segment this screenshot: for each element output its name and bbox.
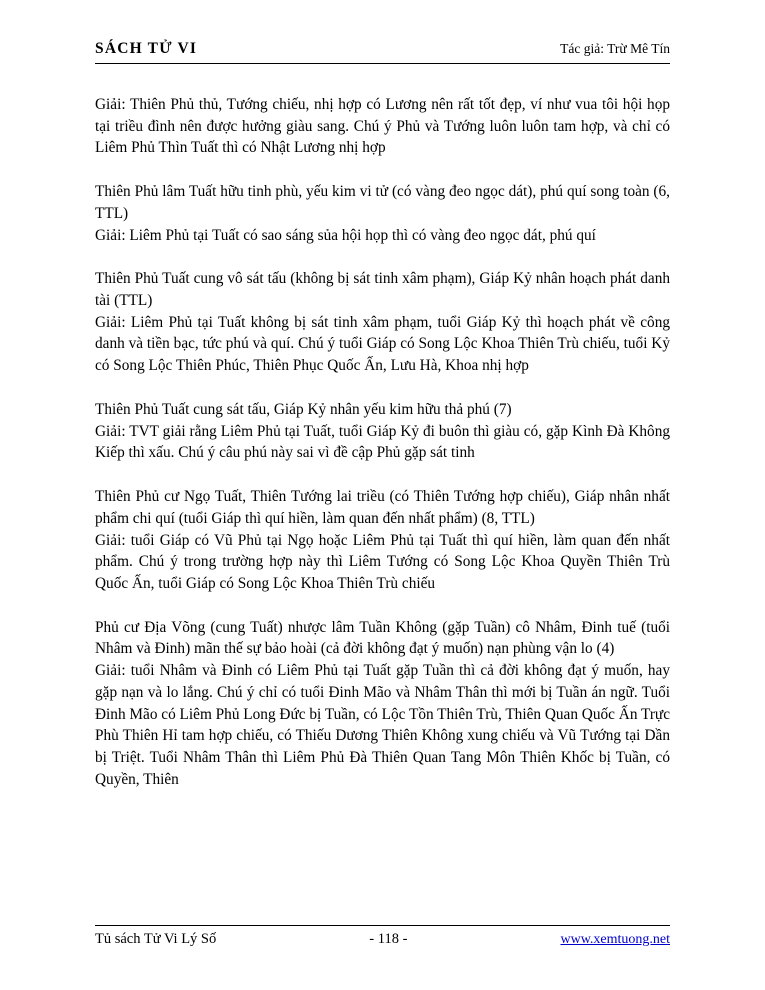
paragraph: Giải: Thiên Phủ thủ, Tướng chiếu, nhị hợp có Lương nên rất tốt đẹp, ví như vua tôi hội họp tại triều đình nên được hưởng giàu sang. Chú ý Phủ và Tướng luôn luôn tam hợp, và chỉ có Liêm Phủ Thìn Tuất thì có Nhật Lương nhị hợp xyxy=(95,96,670,157)
website-link[interactable]: www.xemtuong.net xyxy=(560,932,670,947)
page-number: - 118 - xyxy=(369,931,408,947)
paragraph: Giải: tuổi Nhâm và Đinh có Liêm Phủ tại Tuất gặp Tuần thì cả đời không đạt ý muốn, hay gặp nạn và lo lắng. Chú ý chỉ có tuổi Đinh Mão và Nhâm Thân thì mới bị Tuần án ngữ. Tuổi Đinh Mão có Liêm Phủ Long Đức bị Tuần, có Lộc Tồn Thiên Trù, Thiên Quan Quốc Ấn Trực Phù Thiên Hỉ tam hợp chiếu, có Thiếu Dương Thiên Không xung chiếu và Vũ Tướng tại Dần bị Triệt. Tuổi Nhâm Thân thì Liêm Phủ Đà Thiên Quan Tang Môn Thiên Khốc bị Tuần, có Quyền, Thiên xyxy=(95,662,670,788)
text-block xyxy=(95,268,670,377)
text-block xyxy=(95,181,670,246)
page-footer xyxy=(95,925,670,948)
page-header xyxy=(95,40,670,64)
document-body xyxy=(95,94,670,790)
paragraph: Thiên Phủ Tuất cung sát tấu, Giáp Kỷ nhân yếu kim hữu thả phú (7) xyxy=(95,400,512,418)
text-block xyxy=(95,94,670,159)
author-label: Tác giả: Trừ Mê Tín xyxy=(560,41,670,56)
book-title: SÁCH TỬ VI xyxy=(95,40,198,57)
paragraph: Giải: Liêm Phủ tại Tuất có sao sáng sủa hội họp thì có vàng đeo ngọc dát, phú quí xyxy=(95,226,596,244)
paragraph: Giải: TVT giải rằng Liêm Phủ tại Tuất, tuổi Giáp Kỷ đi buôn thì giàu có, gặp Kình Đà Không Kiếp thì xấu. Chú ý câu phú này sai vì đề cập Phủ gặp sát tinh xyxy=(95,422,670,462)
text-block xyxy=(95,486,670,595)
paragraph: Thiên Phủ lâm Tuất hữu tinh phù, yếu kim vi tử (có vàng đeo ngọc dát), phú quí song toàn (6, TTL) xyxy=(95,183,670,222)
publisher-label: Tủ sách Tử Vi Lý Số xyxy=(95,931,217,947)
text-block xyxy=(95,617,670,791)
paragraph: Giải: tuổi Giáp có Vũ Phủ tại Ngọ hoặc Liêm Phủ tại Tuất thì quí hiền, làm quan đến nhất phẩm. Chú ý trong trường hợp này thì Liêm Tướng có Song Lộc Khoa Quyền Thiên Trù Quốc Ấn, tuổi Giáp có Song Lộc Khoa Thiên Trù chiếu xyxy=(95,531,670,592)
paragraph: Giải: Liêm Phủ tại Tuất không bị sát tinh xâm phạm, tuổi Giáp Kỷ thì hoạch phát về công danh và tiền bạc, tức phú và quí. Chú ý tuổi Giáp có Song Lộc Khoa Thiên Trù chiếu, tuổi Kỷ có Song Lộc Thiên Phúc, Thiên Phục Quốc Ấn, Lưu Hà, Khoa nhị hợp xyxy=(95,313,670,375)
paragraph: Phủ cư Địa Võng (cung Tuất) nhược lâm Tuần Không (gặp Tuần) cô Nhâm, Đinh tuế (tuổi Nhâm và Đinh) mãn thế sự bảo hoài (cả đời không đạt ý muốn) nạn phùng vận lo (4) xyxy=(95,618,670,658)
paragraph: Thiên Phủ cư Ngọ Tuất, Thiên Tướng lai triều (có Thiên Tướng hợp chiếu), Giáp nhân nhất phẩm chi quí (tuổi Giáp thì quí hiền, làm quan đến nhất phẩm) (8, TTL) xyxy=(95,488,670,527)
paragraph: Thiên Phủ Tuất cung vô sát tấu (không bị sát tinh xâm phạm), Giáp Kỷ nhân hoạch phát danh tài (TTL) xyxy=(95,270,670,310)
text-block xyxy=(95,399,670,464)
